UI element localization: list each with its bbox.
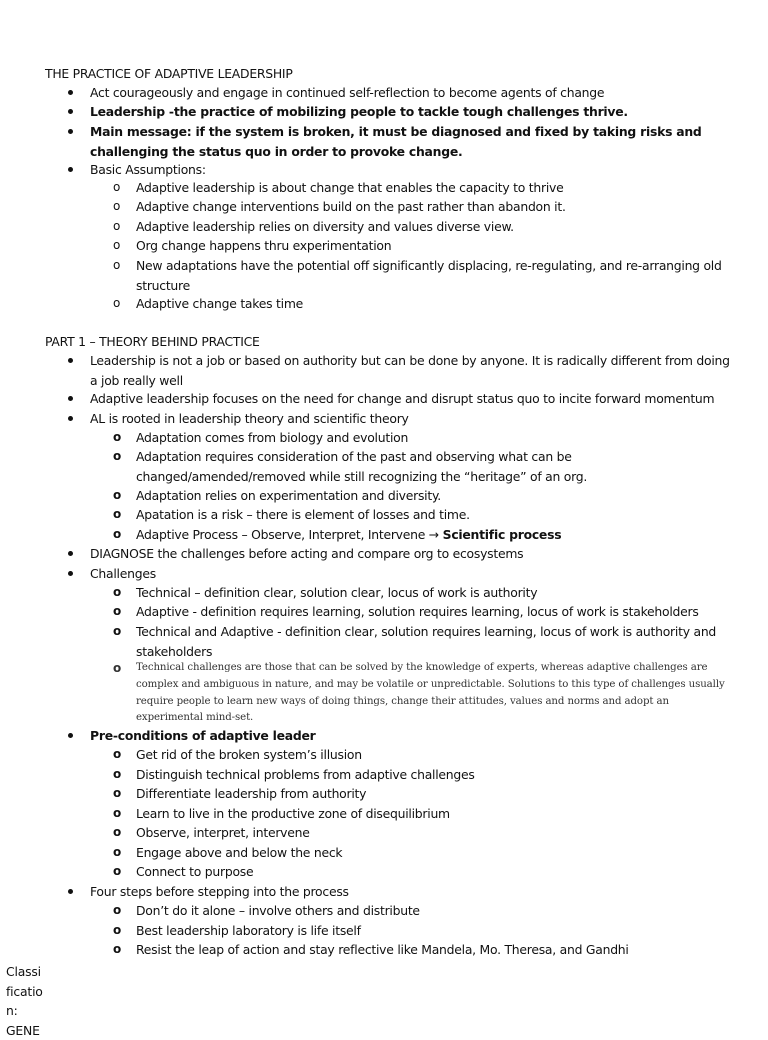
sub-list-item: o Connect to purpose — [136, 862, 726, 882]
circle-bullet-icon: o — [113, 604, 121, 618]
bullet-icon — [68, 416, 73, 421]
circle-bullet-icon: o — [113, 806, 121, 820]
list-item: Act courageously and engage in continued self-reflection to become agents of change — [90, 83, 730, 103]
list-item: Main message: if the system is broken, it must be diagnosed and fixed by taking risks and challenging the status quo in order to provoke change. — [90, 122, 730, 161]
section-title-practice: THE PRACTICE OF ADAPTIVE LEADERSHIP — [45, 66, 293, 81]
circle-bullet-icon: o — [113, 923, 121, 937]
circle-bullet-icon: o — [113, 767, 121, 781]
bullet-icon — [68, 571, 73, 576]
sub-list-item: o Differentiate leadership from authority — [136, 784, 726, 804]
circle-bullet-icon: o — [113, 238, 121, 252]
circle-bullet-icon: o — [113, 430, 121, 444]
sub-list-item: o Adaptive leadership is about change that enables the capacity to thrive — [136, 178, 726, 198]
list-item: AL is rooted in leadership theory and scientific theory — [90, 409, 730, 429]
scientific-process-label: Scientific process — [442, 527, 562, 542]
circle-bullet-icon: o — [113, 449, 121, 463]
sub-list-item: o Observe, interpret, intervene — [136, 823, 726, 843]
list-item: Pre-conditions of adaptive leader — [90, 726, 730, 746]
sub-list-item: o Adaptation comes from biology and evolution — [136, 428, 726, 448]
circle-bullet-icon: o — [113, 180, 121, 194]
sub-list-item: o Get rid of the broken system’s illusion — [136, 745, 726, 765]
sub-list-item-quote: o Technical challenges are those that can be solved by the knowledge of experts, whereas adaptive challenges are complex and ambiguous in nature, and may be volatile or unpredictable. Solutions to this type of challenges usually require people to learn new ways of doing things, change their attitudes, values and norms and adopt an experimental mind-set. — [113, 661, 725, 724]
list-item: Leadership is not a job or based on authority but can be done by anyone. It is radically different from doing a job really well — [90, 351, 730, 390]
circle-bullet-icon: o — [113, 825, 121, 839]
bullet-icon — [68, 396, 73, 401]
bullet-icon — [68, 551, 73, 556]
circle-bullet-icon: o — [113, 527, 121, 541]
section-title-theory: PART 1 – THEORY BEHIND PRACTICE — [45, 334, 260, 349]
classification-label: Classi ficatio n: GENE — [6, 964, 43, 1038]
list-item: Basic Assumptions: — [90, 160, 730, 180]
circle-bullet-icon: o — [113, 903, 121, 917]
sub-list-item: o Apatation is a risk – there is element of losses and time. — [136, 505, 726, 525]
sub-list-item: o Engage above and below the neck — [136, 843, 726, 863]
circle-bullet-icon: o — [113, 585, 121, 599]
list-item: Challenges — [90, 564, 730, 584]
sub-list-item: o Org change happens thru experimentation — [136, 236, 726, 256]
sub-list-item: o Distinguish technical problems from adaptive challenges — [136, 765, 726, 785]
circle-bullet-icon: o — [113, 199, 121, 213]
sub-list-item: o Adaptive change interventions build on the past rather than abandon it. — [136, 197, 726, 217]
bullet-icon — [68, 129, 73, 134]
sub-list-item: o Resist the leap of action and stay reflective like Mandela, Mo. Theresa, and Gandhi — [136, 940, 726, 960]
bullet-icon — [68, 358, 73, 363]
bullet-icon — [68, 167, 73, 172]
list-item: Leadership -the practice of mobilizing people to tackle tough challenges thrive. — [90, 102, 730, 122]
list-item: Adaptive leadership focuses on the need for change and disrupt status quo to incite forward momentum — [90, 389, 730, 409]
list-item: Four steps before stepping into the process — [90, 882, 730, 902]
sub-list-item: o Learn to live in the productive zone of disequilibrium — [136, 804, 726, 824]
bullet-icon — [68, 90, 73, 95]
sub-list-item: o Best leadership laboratory is life itself — [136, 921, 726, 941]
bullet-icon — [68, 109, 73, 114]
circle-bullet-icon: o — [113, 747, 121, 761]
sub-list-item: o Technical and Adaptive - definition clear, solution requires learning, locus of work is authority and stakeholders — [113, 624, 717, 659]
sub-list-item: o Technical – definition clear, solution clear, locus of work is authority — [136, 583, 726, 603]
circle-bullet-icon: o — [113, 845, 121, 859]
sub-list-item: o Adaptive Process – Observe, Interpret, Intervene → Scientific process — [136, 525, 726, 545]
circle-bullet-icon: o — [113, 488, 121, 502]
circle-bullet-icon: o — [113, 258, 121, 272]
bullet-icon — [68, 733, 73, 738]
sub-list-item: o Don’t do it alone – involve others and distribute — [136, 901, 726, 921]
sub-list-item: o Adaptive - definition requires learning, solution requires learning, locus of work is stakeholders — [136, 602, 726, 622]
circle-bullet-icon: o — [113, 786, 121, 800]
bullet-icon — [68, 889, 73, 894]
sub-list-item: o Adaptive leadership relies on diversity and values diverse view. — [136, 217, 726, 237]
circle-bullet-icon: o — [113, 219, 121, 233]
sub-list-item: o Adaptation requires consideration of the past and observing what can be changed/amended/removed while still recognizing the “heritage” of an org. — [113, 449, 588, 484]
list-item: DIAGNOSE the challenges before acting and compare org to ecosystems — [90, 544, 730, 564]
circle-bullet-icon: o — [113, 864, 121, 878]
circle-bullet-icon: o — [113, 661, 122, 675]
sub-list-item: o New adaptations have the potential off significantly displacing, re-regulating, and re-arranging old structure — [113, 258, 722, 293]
circle-bullet-icon: o — [113, 296, 121, 310]
circle-bullet-icon: o — [113, 624, 121, 638]
circle-bullet-icon: o — [113, 507, 121, 521]
circle-bullet-icon: o — [113, 942, 121, 956]
sub-list-item: o Adaptation relies on experimentation and diversity. — [136, 486, 726, 506]
sub-list-item: o Adaptive change takes time — [136, 294, 726, 314]
